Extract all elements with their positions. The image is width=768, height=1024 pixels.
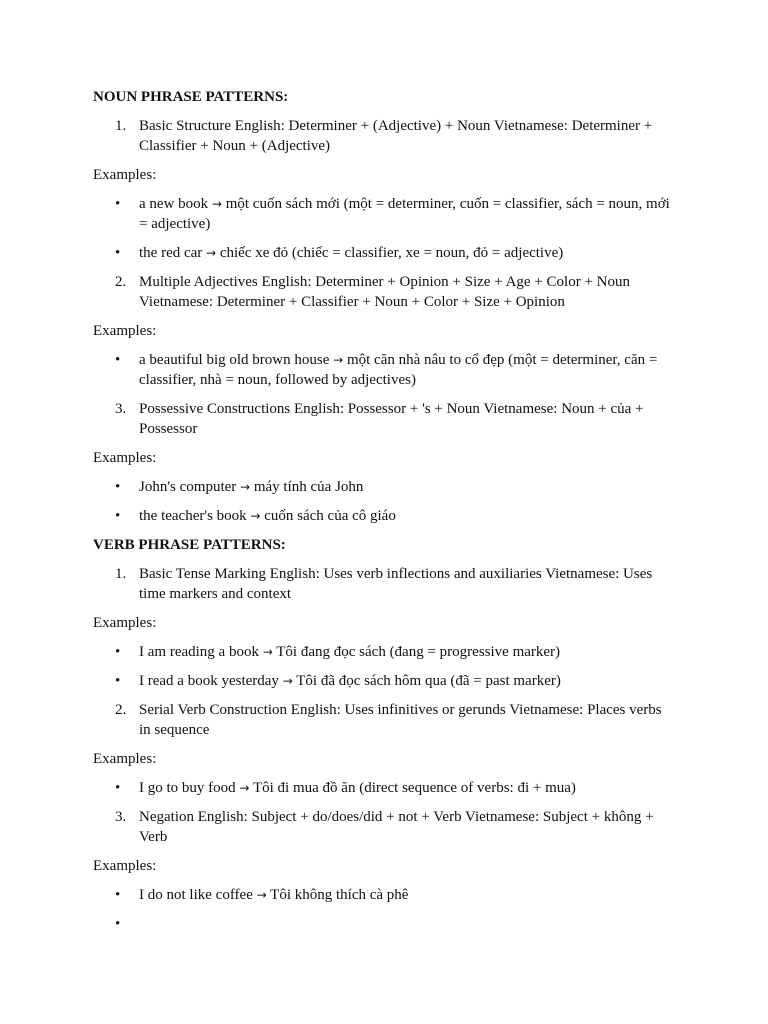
bullet-icon: • <box>115 352 121 368</box>
right-arrow-icon: → <box>239 781 250 795</box>
right-arrow-icon: → <box>250 509 261 523</box>
bullet-icon: • <box>115 644 121 660</box>
example-english: I read a book yesterday <box>139 673 279 689</box>
verb-item-3 <box>93 807 676 847</box>
verb-item-2 <box>93 700 676 740</box>
examples-label: Examples: <box>93 858 157 874</box>
list-number: 3. <box>115 809 127 825</box>
examples-label: Examples: <box>93 615 157 631</box>
right-arrow-icon: → <box>262 645 273 659</box>
right-arrow-icon: → <box>282 674 293 688</box>
item-text: Possessive Constructions English: Possessor + 's + Noun Vietnamese: Noun + của + Possessor <box>139 401 644 437</box>
list-number: 2. <box>115 702 127 718</box>
bullet-icon: • <box>115 780 121 796</box>
noun-example-1a <box>93 194 676 234</box>
right-arrow-icon: → <box>333 353 344 367</box>
example-english: I am reading a book <box>139 644 259 660</box>
example-english: the red car <box>139 245 203 261</box>
example-english: a beautiful big old brown house <box>139 352 330 368</box>
example-english: I go to buy food <box>139 780 236 796</box>
examples-label: Examples: <box>93 751 157 767</box>
example-vietnamese: chiếc xe đỏ (chiếc = classifier, xe = noun, đỏ = adjective) <box>219 245 564 261</box>
right-arrow-icon: → <box>211 197 222 211</box>
verb-item-1 <box>93 564 676 604</box>
example-english: the teacher's book <box>139 508 247 524</box>
example-vietnamese: Tôi đang đọc sách (đang = progressive marker) <box>276 644 561 660</box>
noun-item-1 <box>93 116 676 156</box>
example-vietnamese: cuốn sách của cô giáo <box>264 508 396 524</box>
noun-example-3b <box>93 506 676 526</box>
example-vietnamese: Tôi đi mua đồ ăn (direct sequence of verbs: đi + mua) <box>252 780 576 796</box>
example-vietnamese: máy tính của John <box>253 479 364 495</box>
right-arrow-icon: → <box>240 480 251 494</box>
item-text: Negation English: Subject + do/does/did + not + Verb Vietnamese: Subject + không + Verb <box>139 809 654 845</box>
verb-example-1b <box>93 671 676 691</box>
noun-example-2a <box>93 350 676 390</box>
bullet-icon: • <box>115 479 121 495</box>
verb-example-1a <box>93 642 676 662</box>
example-vietnamese: một cuốn sách mới (một = determiner, cuốn = classifier, sách = noun, mới = adjective) <box>139 196 670 232</box>
examples-label: Examples: <box>93 323 157 339</box>
item-text: Basic Structure English: Determiner + (Adjective) + Noun Vietnamese: Determiner + Classifier + Noun + (Adjective) <box>139 118 653 154</box>
example-vietnamese: Tôi đã đọc sách hôm qua (đã = past marker) <box>296 673 561 689</box>
bullet-icon: • <box>115 245 121 261</box>
empty-bullet-item <box>93 914 676 934</box>
example-vietnamese: Tôi không thích cà phê <box>270 887 409 903</box>
verb-example-3a <box>93 885 676 905</box>
list-number: 3. <box>115 401 127 417</box>
noun-phrase-heading: NOUN PHRASE PATTERNS: <box>93 89 289 105</box>
noun-item-3 <box>93 399 676 439</box>
noun-example-3a <box>93 477 676 497</box>
verb-phrase-heading: VERB PHRASE PATTERNS: <box>93 537 286 553</box>
noun-item-2 <box>93 272 676 312</box>
list-number: 1. <box>115 118 127 134</box>
example-english: I do not like coffee <box>139 887 253 903</box>
example-english: a new book <box>139 196 209 212</box>
noun-example-1b <box>93 243 676 263</box>
bullet-icon: • <box>115 887 121 903</box>
example-vietnamese: một căn nhà nâu to cổ đẹp (một = determiner, căn = classifier, nhà = noun, followed by adjectives) <box>139 352 658 388</box>
list-number: 1. <box>115 566 127 582</box>
example-english: John's computer <box>139 479 237 495</box>
bullet-icon: • <box>115 673 121 689</box>
verb-example-2a <box>93 778 676 798</box>
bullet-icon: • <box>115 916 121 932</box>
right-arrow-icon: → <box>206 246 217 260</box>
examples-label: Examples: <box>93 450 157 466</box>
examples-label: Examples: <box>93 167 157 183</box>
list-number: 2. <box>115 274 127 290</box>
right-arrow-icon: → <box>256 888 267 902</box>
bullet-icon: • <box>115 196 121 212</box>
item-text: Multiple Adjectives English: Determiner + Opinion + Size + Age + Color + Noun Vietnamese: Determiner + Classifier + Noun + Color + Size + Opinion <box>139 274 630 310</box>
item-text: Serial Verb Construction English: Uses infinitives or gerunds Vietnamese: Places verbs in sequence <box>139 702 662 738</box>
bullet-icon: • <box>115 508 121 524</box>
item-text: Basic Tense Marking English: Uses verb inflections and auxiliaries Vietnamese: Uses time markers and context <box>139 566 653 602</box>
